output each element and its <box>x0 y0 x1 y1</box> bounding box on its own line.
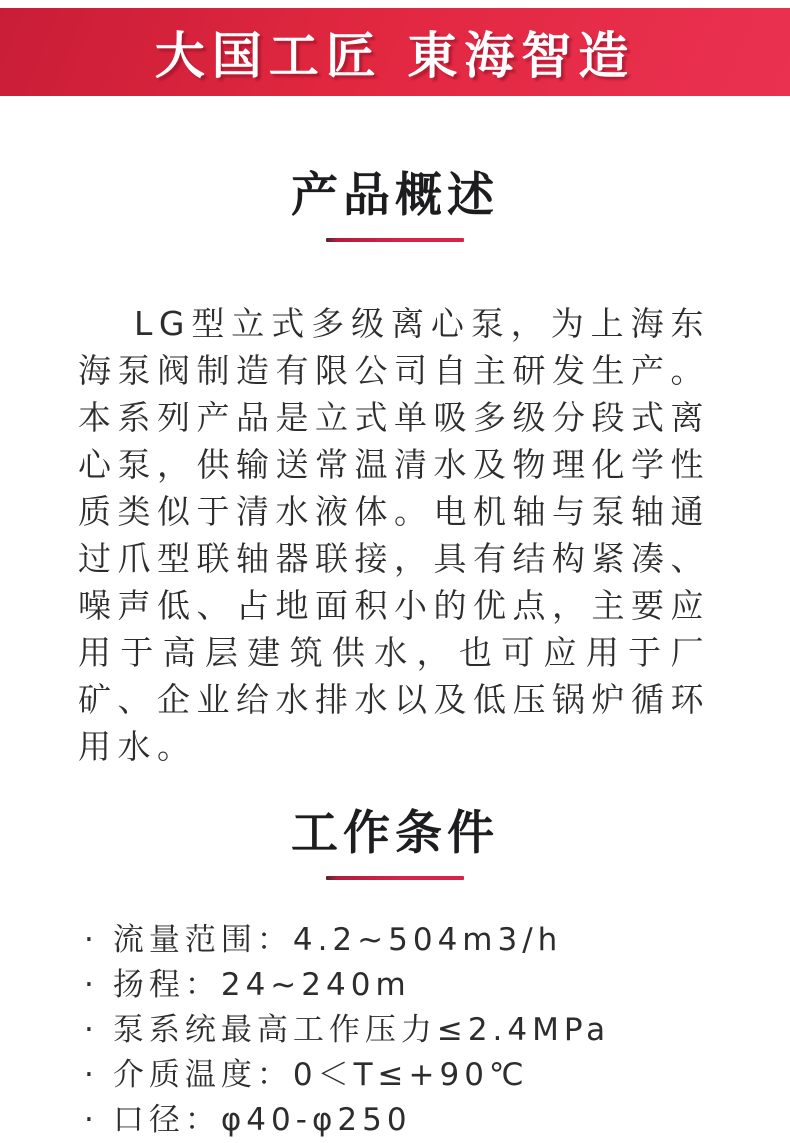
section-conditions <box>0 806 790 1143</box>
bullet-icon: · <box>84 922 99 958</box>
page-root <box>0 8 790 1138</box>
condition-text: 介质温度：0＜T≤+90℃ <box>112 1057 529 1093</box>
title-rule-divider <box>326 238 464 242</box>
overview-title: 产品概述 <box>291 168 499 223</box>
condition-text: 扬程：24~240m <box>112 967 411 1003</box>
condition-text: 泵系统最高工作压力≤2.4MPa <box>112 1012 611 1048</box>
bullet-icon: · <box>84 1102 99 1138</box>
title-rule-divider <box>326 876 464 880</box>
condition-item <box>84 963 790 1008</box>
condition-item <box>84 1053 790 1098</box>
section-overview <box>0 168 790 770</box>
top-banner <box>0 8 790 96</box>
condition-text: 流量范围：4.2~504m3/h <box>112 922 563 958</box>
conditions-title: 工作条件 <box>291 806 499 861</box>
condition-item <box>84 918 790 963</box>
bullet-icon: · <box>84 967 99 1003</box>
condition-item <box>84 1008 790 1053</box>
condition-text: 口径：φ40-φ250 <box>112 1102 412 1138</box>
product-description: LG型立式多级离心泵，为上海东海泵阀制造有限公司自主研发生产。本系列产品是立式单吸多级分段式离心泵，供输送常温清水及物理化学性质类似于清水液体。电机轴与泵轴通过爪型联轴器联接，具有结构紧凑、噪声低、占地面积小的优点，主要应用于高层建筑供水，也可应用于厂矿、企业给水排水以及低压锅炉循环用水。 <box>78 304 710 766</box>
bullet-icon: · <box>84 1012 99 1048</box>
banner-title: 大国工匠 東海智造 <box>154 27 636 85</box>
bullet-icon: · <box>84 1057 99 1093</box>
condition-item <box>84 1098 790 1143</box>
conditions-list <box>84 918 790 1143</box>
